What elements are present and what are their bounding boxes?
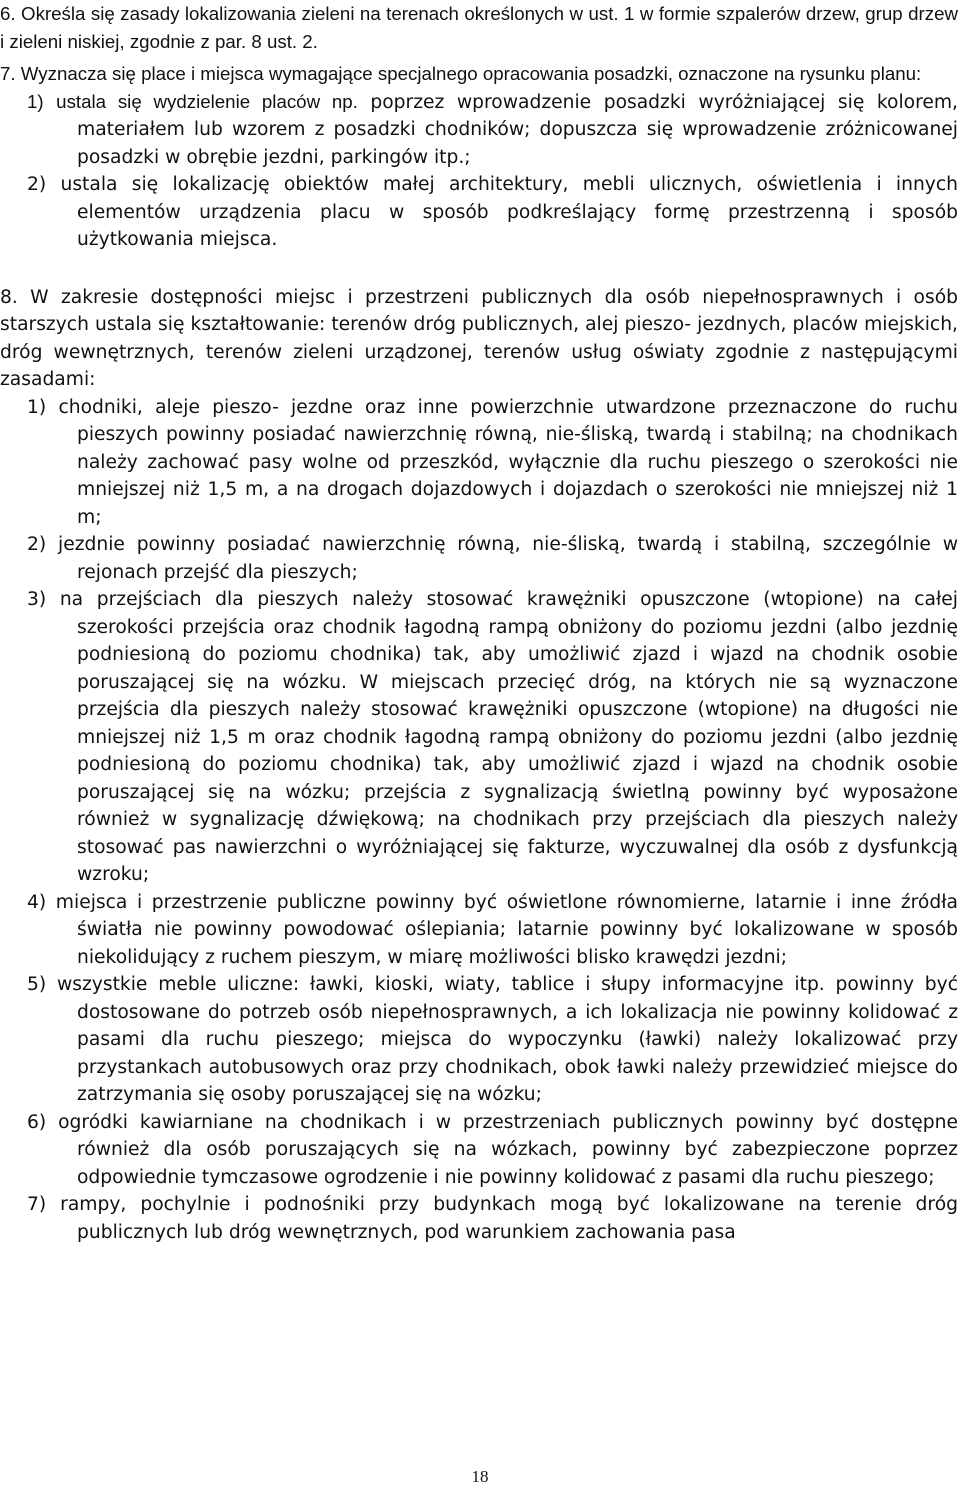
list-item-text: miejsca i przestrzenie publiczne powinny być oświetlone równomierne, latarnie i inne źródła światła nie powinny powodować oślepiania; latarnie powinny być lokalizowane w sposób niekolidujący z ruchem pieszym, w miarę możliwości blisko krawędzi jezdni; xyxy=(55,891,958,968)
list-item-text: rampy, pochylnie i podnośniki przy budynkach mogą być lokalizowane na terenie dróg publicznych lub dróg wewnętrznych, pod warunkiem zachowania pasa xyxy=(60,1194,958,1243)
list-item-number: 1) xyxy=(27,90,44,112)
list-item xyxy=(0,171,958,254)
paragraph-6: 6. Określa się zasady lokalizowania zieleni na terenach określonych w ust. 1 w formie szpalerów drzew, grup drzew i zieleni niskiej, zgodnie z par. 8 ust. 2. xyxy=(0,3,958,52)
list-item-number: 1) xyxy=(27,396,47,418)
list-item-text: poprzez wprowadzenie posadzki wyróżniającej się kolorem, materiałem lub wzorem z posadzki chodników; dopuszcza się wprowadzenie zróżnicowanej posadzki w obrębie jezdni, parkingów itp.; xyxy=(77,91,958,168)
list-item xyxy=(0,889,958,972)
spacer xyxy=(0,254,958,284)
paragraph-7: 7. Wyznacza się place i miejsca wymagające specjalnego opracowania posadzki, oznaczone na rysunku planu: xyxy=(0,63,922,84)
list-item xyxy=(0,88,958,172)
list-item xyxy=(0,531,958,586)
list-item-text: wszystkie meble uliczne: ławki, kioski, wiaty, tablice i słupy informacyjne itp. powinny być dostosowane do potrzeb osób niepełnosprawnych, a ich lokalizacja nie powinny kolidować z pasami dla ruchu pieszego; miejsca do wypoczynku (ławki) należy lokalizować przy przystankach autobusowych oraz przy chodnikach, obok ławki należy przewidzieć miejsce do zatrzymania się osoby poruszającej się na wózku; xyxy=(56,974,958,1105)
list-item-number: 6) xyxy=(27,1111,47,1133)
list-item-text: chodniki, aleje pieszo- jezdne oraz inne powierzchnie utwardzone przeznaczone do ruchu pieszych powinny posiadać nawierzchnię równą, nie-śliską, twardą i stabilną; na chodnikach należy zachować pasy wolne od przeszkód, wyłącznie dla ruchu pieszego o szerokości nie mniejszej niż 1,5 m, a na drogach dojazdowych i dojazdach o szerokości nie mniejszej niż 1 m; xyxy=(58,396,958,528)
list-item-number: 5) xyxy=(27,974,47,995)
list-item xyxy=(0,394,958,532)
list-item xyxy=(0,586,958,889)
list-item-number: 2) xyxy=(27,534,47,555)
list-item-text: na przejściach dla pieszych należy stosować krawężniki opuszczone (wtopione) na całej szerokości przejścia oraz chodnik łagodną rampą obniżony do poziomu jezdni (albo jezdnię podniesioną do poziomu chodnika) tak, aby umożliwić zjazd i wjazd na chodnik osobie poruszającej się na wózku. W miejscach przecięć dróg, na których nie są wyznaczone przejścia dla pieszych należy stosować krawężniki opuszczone (wtopione) na długości nie mniejszej niż 1,5 m oraz chodnik łagodną rampą obniżony do poziomu jezdni (albo jezdnię podniesioną do poziomu chodnika) tak, aby umożliwić zjazd i wjazd na chodnik osobie poruszającej się na wózku; przejścia z sygnalizacją świetlną powinny być wyposażone również w sygnalizację dźwiękową; na chodnikach przy przejściach dla pieszych należy stosować pas nawierzchni o wyróżniającej się fakturze, wyczuwalnej dla osób z dysfunkcją wzroku; xyxy=(59,589,958,885)
list-item-number: 2) xyxy=(27,174,47,195)
page-number: 18 xyxy=(471,1467,489,1486)
list-item-number: 4) xyxy=(27,891,47,913)
list-item-text: ustala się wydzielenie placów np. xyxy=(56,90,358,112)
list-item-number: 7) xyxy=(27,1194,47,1215)
list-item xyxy=(0,1191,958,1246)
list-item xyxy=(0,1109,958,1192)
list-item-text: ustala się lokalizację obiektów małej architektury, mebli ulicznych, oświetlenia i innych elementów urządzenia placu w sposób podkreślający formę przestrzenną i sposób użytkowania miejsca. xyxy=(60,174,958,250)
list-item-number: 3) xyxy=(27,589,47,610)
list-item-text: ogródki kawiarniane na chodnikach i w przestrzeniach publicznych powinny być dostępne również dla osób poruszających się na wózkach, powinny być zabezpieczone poprzez odpowiednie tymczasowe ogrodzenie i nie powinny kolidować z pasami dla ruchu pieszego; xyxy=(58,1111,958,1188)
paragraph-8: 8. W zakresie dostępności miejsc i przestrzeni publicznych dla osób niepełnosprawnych i osób starszych ustala się kształtowanie: terenów dróg publicznych, alej pieszo- jezdnych, placów miejskich, dróg wewnętrznych, terenów zieleni urządzonej, terenów usług oświaty zgodnie z następującymi zasadami: xyxy=(0,286,958,390)
list-item-text: jezdnie powinny posiadać nawierzchnię równą, nie-śliską, twardą i stabilną, szczególnie w rejonach przejść dla pieszych; xyxy=(58,534,958,583)
list-item xyxy=(0,971,958,1109)
